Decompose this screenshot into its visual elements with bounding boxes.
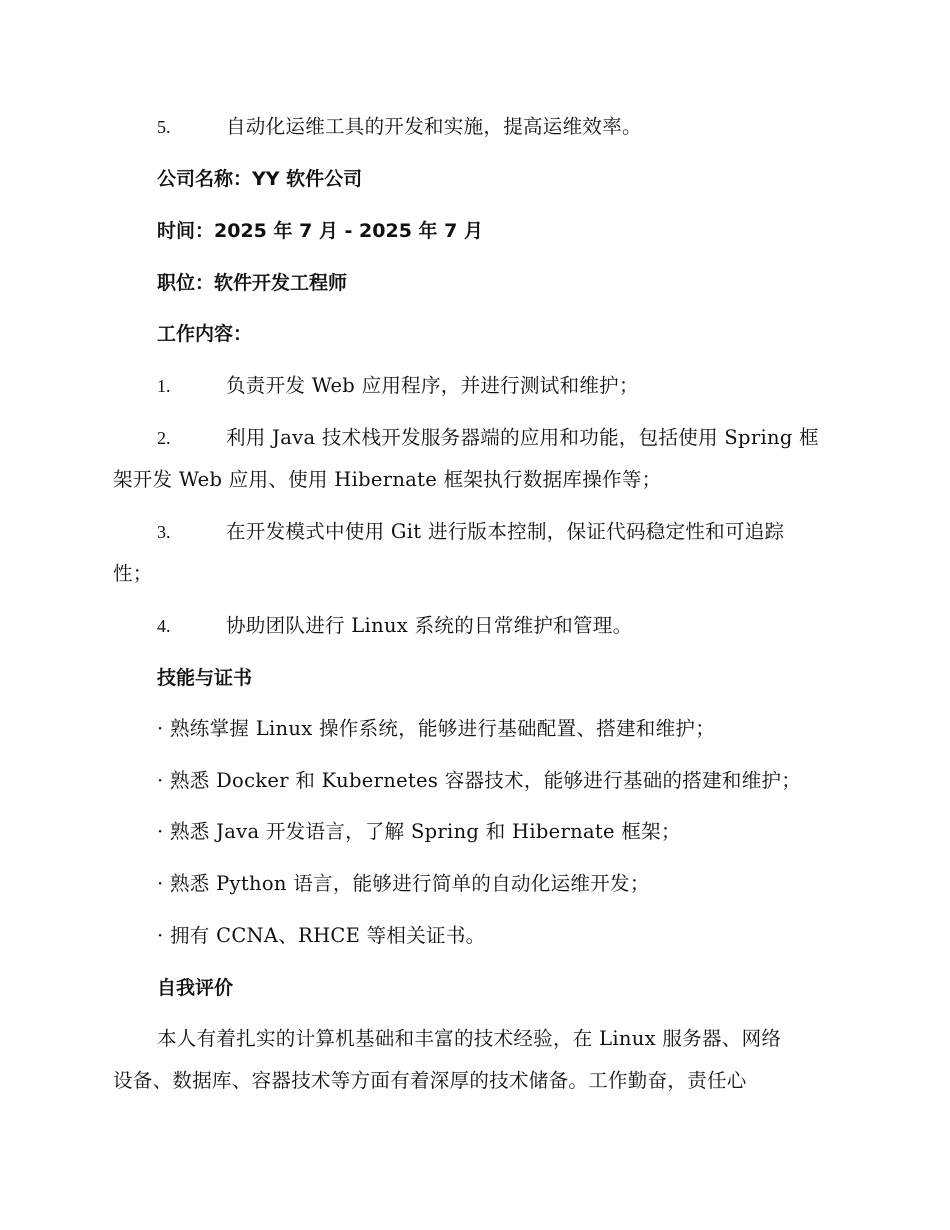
position-label: 职位：软件开发工程师 <box>157 272 348 294</box>
company-label: 公司名称：YY 软件公司 <box>157 168 363 190</box>
list-item-text: 在开发模式中使用 Git 进行版本控制，保证代码稳定性和可追踪 <box>226 520 785 543</box>
skills-heading: 技能与证书 <box>157 667 253 689</box>
list-item-text: 利用 Java 技术栈开发服务器端的应用和功能，包括使用 Spring 框 <box>226 426 819 449</box>
list-number: 2. <box>157 428 171 448</box>
list-number: 5. <box>157 117 171 137</box>
list-item-text: 自动化运维工具的开发和实施，提高运维效率。 <box>226 115 642 138</box>
list-item-text-continued: 性； <box>113 562 153 585</box>
list-item-text-continued: 架开发 Web 应用、使用 Hibernate 框架执行数据库操作等； <box>113 468 662 491</box>
list-number: 4. <box>157 616 171 636</box>
skill-item: · 熟练掌握 Linux 操作系统，能够进行基础配置、搭建和维护； <box>157 717 715 740</box>
list-item-text: 协助团队进行 Linux 系统的日常维护和管理。 <box>226 614 633 637</box>
self-eval-heading: 自我评价 <box>157 977 234 999</box>
list-number: 3. <box>157 522 171 542</box>
self-eval-paragraph-line: 设备、数据库、容器技术等方面有着深厚的技术储备。工作勤奋，责任心 <box>113 1069 747 1092</box>
skill-item: · 熟悉 Python 语言，能够进行简单的自动化运维开发； <box>157 872 650 895</box>
skill-item: · 拥有 CCNA、RHCE 等相关证书。 <box>157 924 486 947</box>
time-label: 时间：2025 年 7 月 - 2025 年 7 月 <box>157 220 484 242</box>
list-number: 1. <box>157 376 171 396</box>
skill-item: · 熟悉 Docker 和 Kubernetes 容器技术，能够进行基础的搭建和维护； <box>157 769 802 792</box>
work-content-label: 工作内容： <box>157 323 253 345</box>
list-item-text: 负责开发 Web 应用程序，并进行测试和维护； <box>226 374 639 397</box>
skill-item: · 熟悉 Java 开发语言，了解 Spring 和 Hibernate 框架； <box>157 820 681 843</box>
self-eval-paragraph-line: 本人有着扎实的计算机基础和丰富的技术经验，在 Linux 服务器、网络 <box>157 1027 782 1050</box>
